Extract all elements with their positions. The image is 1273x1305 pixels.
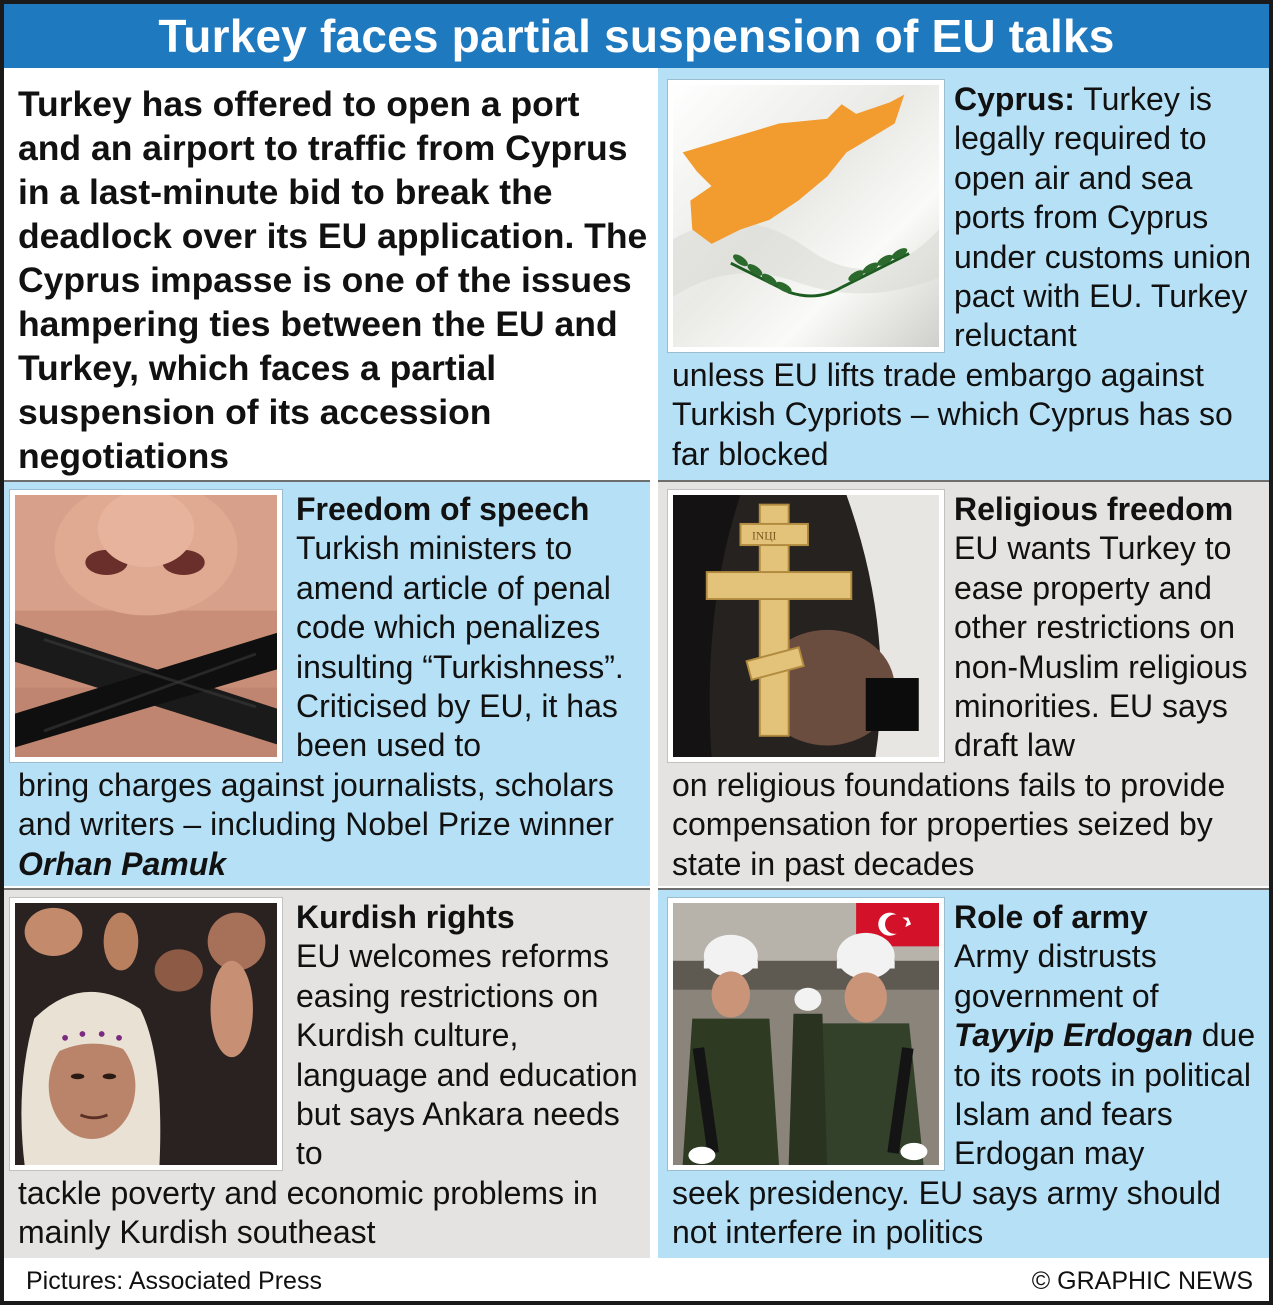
kurdish-panel: [4, 890, 650, 1258]
kurdish-protest-photo: [10, 898, 282, 1170]
svg-text:INЦI: INЦI: [752, 529, 777, 543]
speech-text: [296, 490, 648, 766]
cyprus-text: [954, 80, 1262, 356]
cyprus-heading: Cyprus:: [954, 81, 1075, 117]
cyprus-panel: [658, 68, 1269, 480]
army-heading: Role of army: [954, 899, 1148, 935]
religion-heading: Religious freedom: [954, 491, 1234, 527]
taped-mouth-photo: [10, 490, 282, 762]
speech-name: Orhan Pamuk: [18, 845, 227, 882]
kurdish-body-lead: EU welcomes reforms easing restrictions on Kurdish culture, language and education but says Ankara needs to: [296, 938, 638, 1172]
speech-heading: Freedom of speech: [296, 491, 590, 527]
cyprus-flag-photo: [668, 80, 944, 352]
kurdish-heading: Kurdish rights: [296, 899, 515, 935]
speech-panel: [4, 482, 650, 886]
column-gutter: [650, 68, 658, 1260]
army-name: Tayyip Erdogan: [954, 1017, 1193, 1054]
cyprus-body-lead: Turkey is legally required to open air and sea ports from Cyprus under customs union pact with EU. Turkey reluctant: [954, 81, 1252, 354]
kurdish-text-wrap: tackle poverty and economic problems in mainly Kurdish southeast: [18, 1175, 598, 1251]
footer: [4, 1262, 1269, 1301]
religion-text-wrap: on religious foundations fails to provide compensation for properties seized by state in past decades: [672, 767, 1226, 882]
speech-body-lead: Turkish ministers to amend article of penal code which penalizes insulting “Turkishness”. Criticised by EU, it has been used to: [296, 530, 624, 764]
copyright: © GRAPHIC NEWS: [1031, 1267, 1253, 1295]
speech-text-wrap: bring charges against journalists, scholars and writers – including Nobel Prize winner Orhan Pamuk: [18, 767, 614, 882]
religion-body-lead: EU wants Turkey to ease property and other restrictions on non-Muslim religious minorities. EU says draft law: [954, 530, 1248, 764]
army-body-lead: Army distrusts government of Tayyip Erdogan due to its roots in political Islam and fears Erdogan may: [954, 938, 1256, 1172]
army-text-wrap: seek presidency. EU says army should not interfere in politics: [672, 1175, 1221, 1251]
intro-panel: [4, 68, 650, 480]
cyprus-text-wrap: unless EU lifts trade embargo against Turkish Cypriots – which Cyprus has so far blocked: [672, 357, 1233, 472]
army-text: [954, 898, 1266, 1174]
army-panel: [658, 890, 1269, 1258]
intro-text: Turkey has offered to open a port and an airport to traffic from Cyprus in a last-minute bid to break the deadlock over its EU application. The Cyprus impasse is one of the issues hampering ties between the EU and Turkey, which faces a partial suspension of its accession negotiations: [18, 84, 648, 476]
kurdish-text: [296, 898, 648, 1174]
orthodox-cross-photo: [668, 490, 944, 762]
soldiers-parade-photo: [668, 898, 944, 1170]
photo-credit: Pictures: Associated Press: [26, 1267, 322, 1295]
page-title: Turkey faces partial suspension of EU talks: [4, 4, 1269, 68]
religion-panel: [658, 482, 1269, 886]
religion-text: [954, 490, 1266, 766]
army-body-before: Army distrusts government of: [954, 938, 1159, 1014]
